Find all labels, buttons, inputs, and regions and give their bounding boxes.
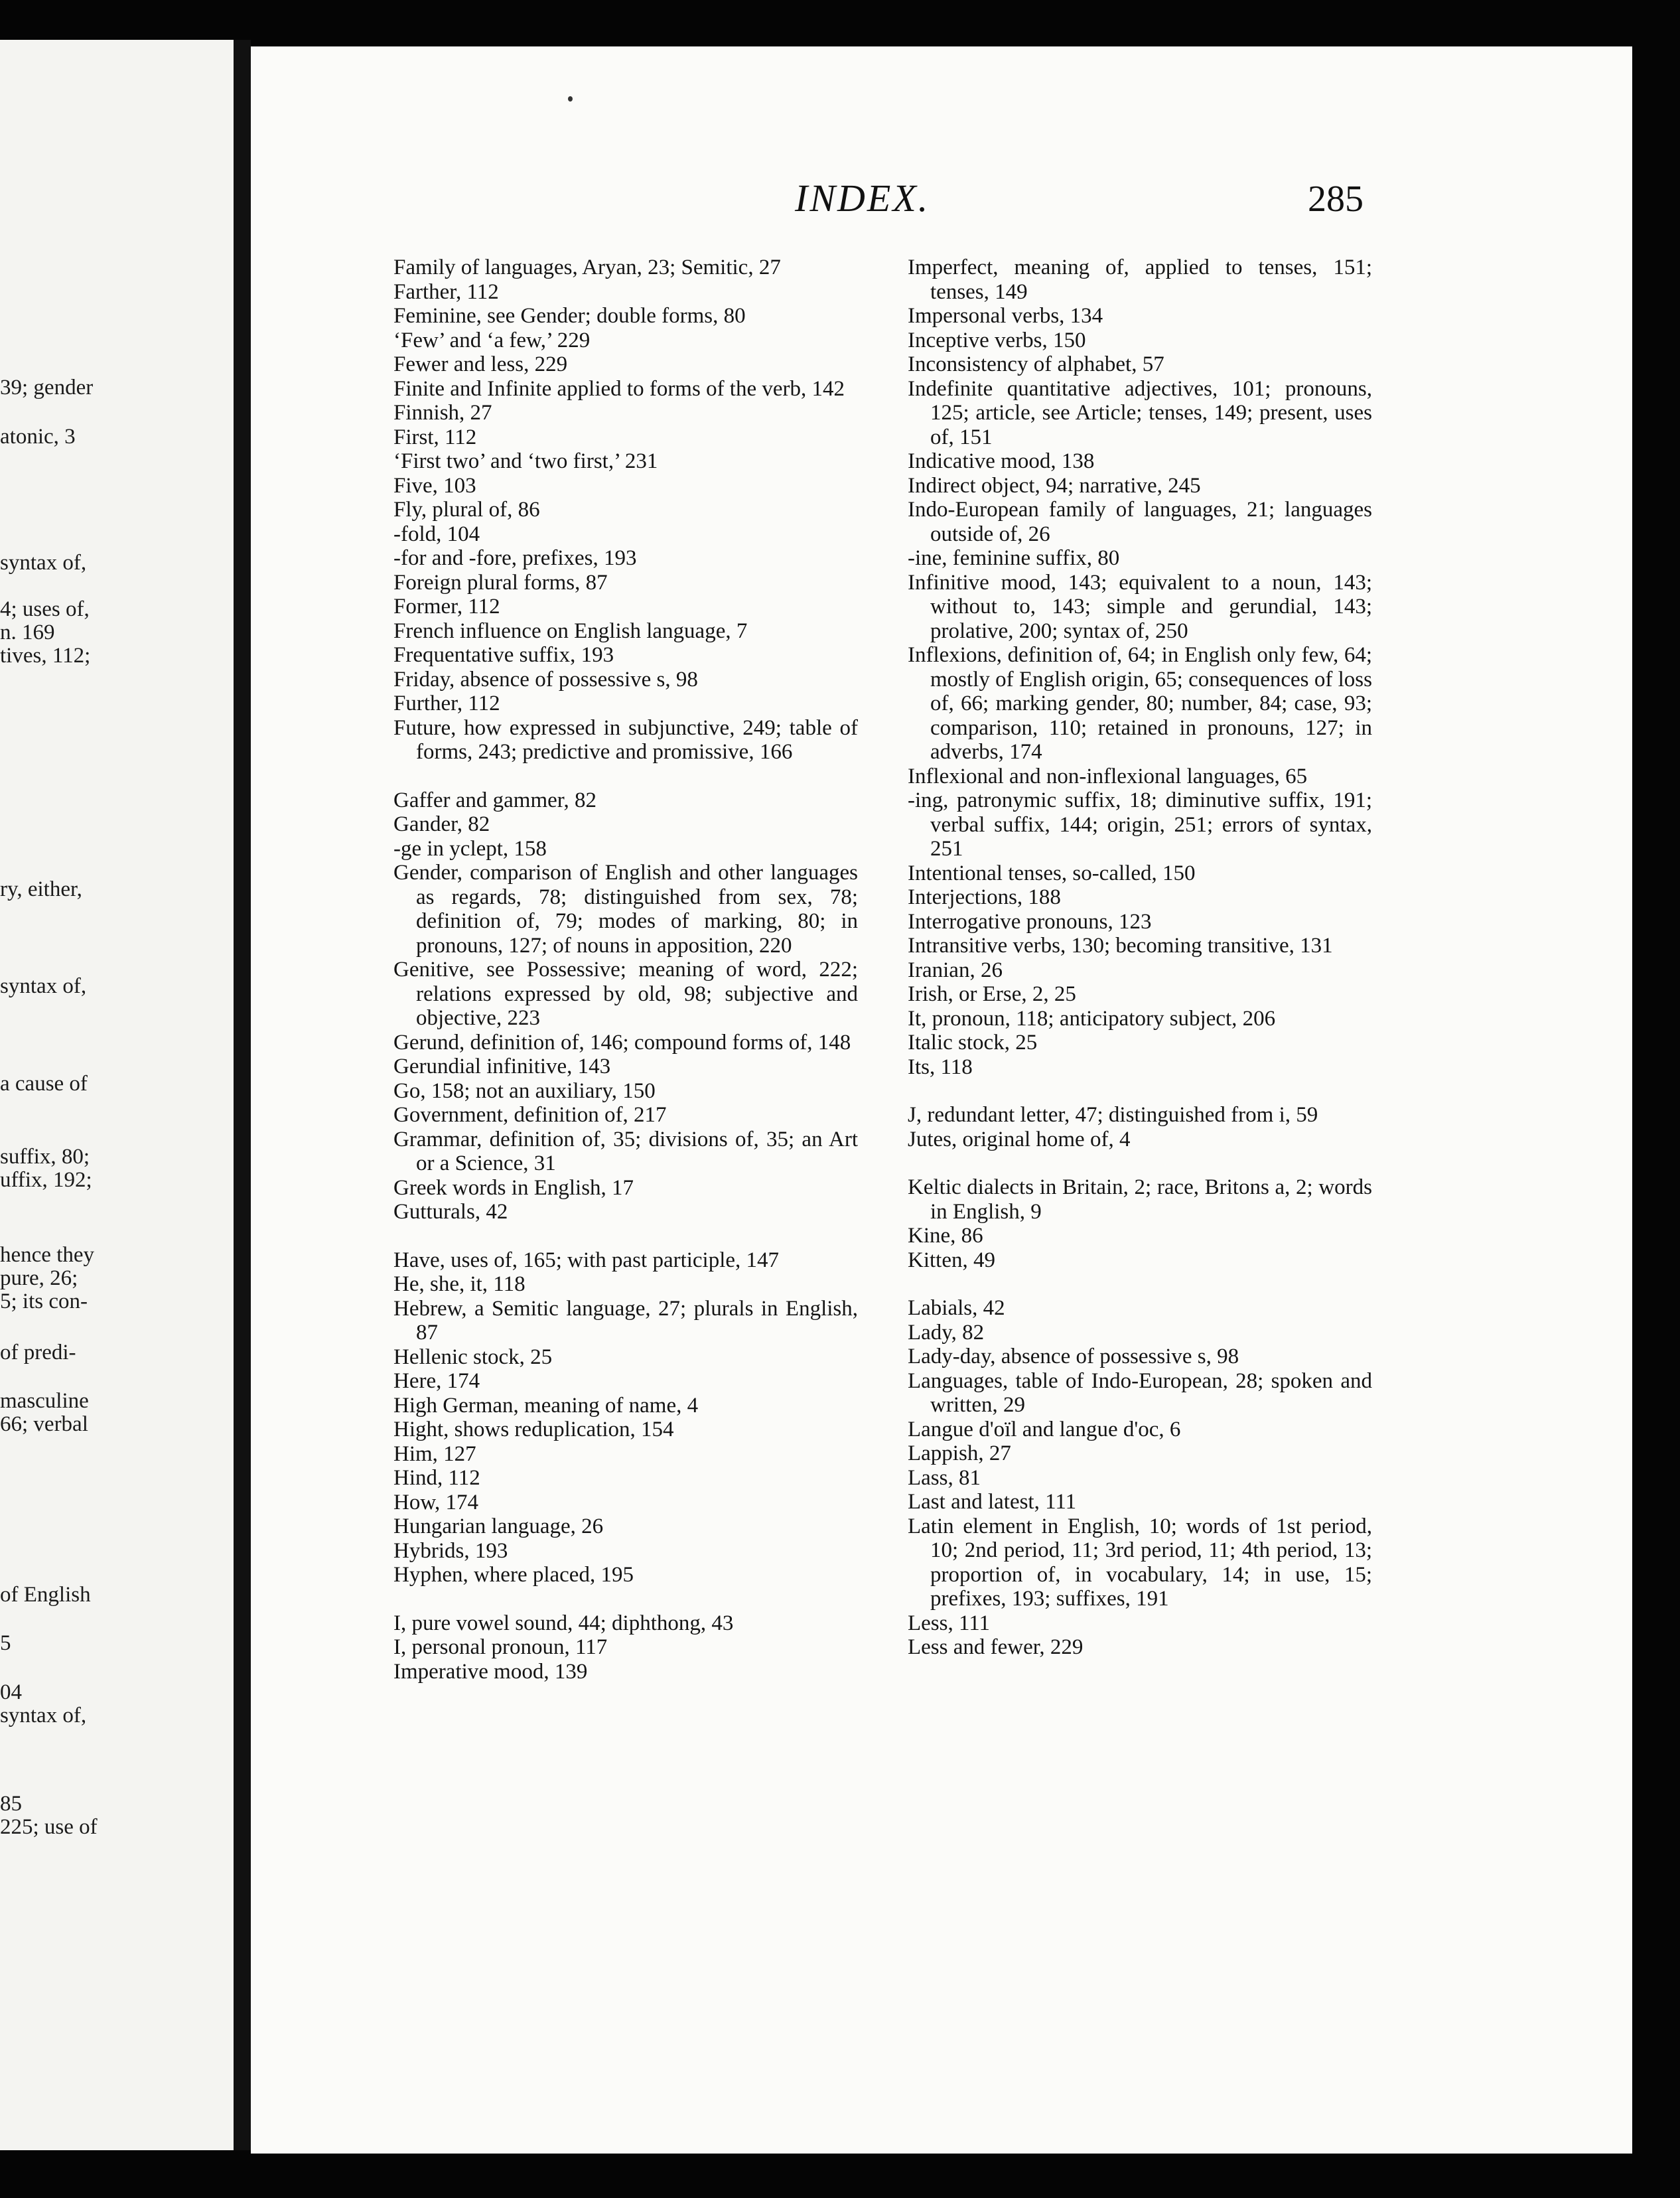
letter-group-gap xyxy=(393,1587,858,1611)
letter-group-gap xyxy=(393,765,858,788)
index-entry: Five, 103 xyxy=(393,473,476,498)
left-page-fragment: syntax of, xyxy=(0,1704,87,1727)
index-entry: -ine, feminine suffix, 80 xyxy=(908,546,1120,570)
index-column-right xyxy=(908,256,1372,1660)
index-entry: Languages, table of Indo-European, 28; spoken and written, 29 xyxy=(908,1368,1372,1417)
index-entry: Irish, or Erse, 2, 25 xyxy=(908,982,1076,1006)
index-entry: Gutturals, 42 xyxy=(393,1200,508,1224)
index-entry: Indo-European family of languages, 21; languages outside of, 26 xyxy=(908,498,1372,546)
index-entry: Hellenic stock, 25 xyxy=(393,1345,553,1369)
left-page-fragment: 5 xyxy=(0,1631,11,1655)
index-entry: Genitive, see Possessive; meaning of word, 222; relations expressed by old, 98; subjective and objective, 223 xyxy=(393,958,858,1030)
index-entry: Him, 127 xyxy=(393,1441,476,1466)
left-page-fragment: 4; uses of, xyxy=(0,597,90,621)
index-entry: Last and latest, 111 xyxy=(908,1490,1077,1514)
index-entry: Hungarian language, 26 xyxy=(393,1514,604,1538)
index-entry: Indefinite quantitative adjectives, 101; pronouns, 125; article, see Article; tenses, 149; present, uses of, 151 xyxy=(908,376,1372,449)
index-entry: Less, 111 xyxy=(908,1611,991,1635)
index-entry: Feminine, see Gender; double forms, 80 xyxy=(393,304,746,328)
left-page-fragment: of predi- xyxy=(0,1341,76,1364)
index-entry: Former, 112 xyxy=(393,595,500,619)
index-entry: Lappish, 27 xyxy=(908,1441,1011,1465)
left-page xyxy=(0,40,234,2150)
index-entry: Hebrew, a Semitic language, 27; plurals in English, 87 xyxy=(393,1296,858,1345)
index-entry: Friday, absence of possessive s, 98 xyxy=(393,667,698,692)
index-entry: Imperative mood, 139 xyxy=(393,1659,588,1684)
index-entry: Have, uses of, 165; with past participle, 147 xyxy=(393,1248,780,1272)
left-page-fragment: 04 xyxy=(0,1680,22,1704)
index-entry: Gender, comparison of English and other languages as regards, 78; distinguished from sex, 78; definition of, 79; modes of marking, 80; in pronouns, 127; of nouns in apposition, 220 xyxy=(393,861,858,958)
letter-group-gap xyxy=(908,1272,1372,1296)
index-entry: Inflexions, definition of, 64; in English only few, 64; mostly of English origin, 65; consequences of loss of, 66; marking gender, 80; number, 84; case, 93; comparison, 110; retained in pronouns, 127; in adverbs, 174 xyxy=(908,643,1372,764)
left-page-fragment: syntax of, xyxy=(0,551,87,575)
index-entry: Hight, shows reduplication, 154 xyxy=(393,1418,674,1441)
letter-group-gap xyxy=(908,1079,1372,1103)
left-page-fragment: tives, 112; xyxy=(0,644,91,668)
index-entry: J, redundant letter, 47; distinguished from i, 59 xyxy=(908,1103,1318,1127)
index-entry: Intransitive verbs, 130; becoming transitive, 131 xyxy=(908,934,1333,958)
index-entry: It, pronoun, 118; anticipatory subject, 206 xyxy=(908,1006,1276,1031)
index-entry: Gerund, definition of, 146; compound forms of, 148 xyxy=(393,1030,851,1055)
left-page-fragment: syntax of, xyxy=(0,974,87,998)
index-entry: Italic stock, 25 xyxy=(908,1031,1038,1055)
left-page-fragment: a cause of xyxy=(0,1072,88,1096)
left-page-fragment: n. 169 xyxy=(0,621,55,644)
index-entry: First, 112 xyxy=(393,425,477,449)
index-entry: Kitten, 49 xyxy=(908,1248,995,1272)
index-entry: He, she, it, 118 xyxy=(393,1272,525,1296)
index-entry: Frequentative suffix, 193 xyxy=(393,643,614,667)
book-gutter xyxy=(234,40,251,2150)
index-entry: Gerundial infinitive, 143 xyxy=(393,1055,611,1078)
running-head: INDEX. xyxy=(795,177,930,220)
index-entry: -for and -fore, prefixes, 193 xyxy=(393,546,637,570)
right-page xyxy=(251,46,1632,2154)
index-entry: Less and fewer, 229 xyxy=(908,1635,1084,1659)
index-entry: Hind, 112 xyxy=(393,1466,480,1490)
index-entry: Grammar, definition of, 35; divisions of, 35; an Art or a Science, 31 xyxy=(393,1127,858,1175)
index-entry: Finnish, 27 xyxy=(393,401,492,425)
index-entry: -ge in yclept, 158 xyxy=(393,836,547,861)
index-entry: Labials, 42 xyxy=(908,1296,1005,1320)
index-entry: Future, how expressed in subjunctive, 249; table of forms, 243; predictive and promissive, 166 xyxy=(393,715,858,764)
index-entry: Hyphen, where placed, 195 xyxy=(393,1563,634,1587)
left-page-fragment: suffix, 80; xyxy=(0,1145,90,1169)
index-entry: Family of languages, Aryan, 23; Semitic, 27 xyxy=(393,256,781,279)
index-entry: Impersonal verbs, 134 xyxy=(908,304,1103,328)
index-entry: Imperfect, meaning of, applied to tenses, 151; tenses, 149 xyxy=(908,256,1372,304)
index-entry: Here, 174 xyxy=(393,1369,480,1393)
index-entry: High German, meaning of name, 4 xyxy=(393,1393,699,1418)
index-entry: Keltic dialects in Britain, 2; race, Britons a, 2; words in English, 9 xyxy=(908,1175,1372,1224)
index-entry: ‘First two’ and ‘two first,’ 231 xyxy=(393,449,658,473)
index-entry: Indicative mood, 138 xyxy=(908,449,1095,473)
index-entry: Inflexional and non-inflexional languages, 65 xyxy=(908,764,1308,788)
index-entry: Fly, plural of, 86 xyxy=(393,498,540,522)
left-page-fragment: pure, 26; xyxy=(0,1266,78,1290)
index-entry: Latin element in English, 10; words of 1st period, 10; 2nd period, 11; 3rd period, 11; 4th period, 13; proportion of, in vocabulary, 14; in use, 15; prefixes, 193; suffixes, 191 xyxy=(908,1514,1372,1611)
index-entry: How, 174 xyxy=(393,1490,479,1514)
letter-group-gap xyxy=(908,1151,1372,1175)
index-column-left xyxy=(393,256,858,1684)
index-entry: I, personal pronoun, 117 xyxy=(393,1635,608,1659)
index-entry: Its, 118 xyxy=(908,1055,973,1079)
index-entry: -ing, patronymic suffix, 18; diminutive suffix, 191; verbal suffix, 144; origin, 251; errors of syntax, 251 xyxy=(908,788,1372,861)
index-entry: Interrogative pronouns, 123 xyxy=(908,909,1152,934)
index-entry: Langue d'oïl and langue d'oc, 6 xyxy=(908,1417,1181,1441)
left-page-fragment: masculine xyxy=(0,1389,89,1413)
paper-speck xyxy=(568,96,573,102)
index-entry: Go, 158; not an auxiliary, 150 xyxy=(393,1078,656,1103)
index-entry: Interjections, 188 xyxy=(908,885,1061,909)
index-entry: Government, definition of, 217 xyxy=(393,1103,667,1127)
left-page-fragment: uffix, 192; xyxy=(0,1168,92,1192)
left-page-fragment: 225; use of xyxy=(0,1815,98,1839)
letter-group-gap xyxy=(393,1224,858,1248)
index-entry: ‘Few’ and ‘a few,’ 229 xyxy=(393,328,591,352)
left-page-fragment: ry, either, xyxy=(0,877,82,901)
left-page-fragment: hence they xyxy=(0,1243,95,1267)
left-page-fragment: 85 xyxy=(0,1792,22,1816)
index-entry: Gander, 82 xyxy=(393,812,490,836)
index-entry: Infinitive mood, 143; equivalent to a noun, 143; without to, 143; simple and gerundial, 143; prolative, 200; syntax of, 250 xyxy=(908,570,1372,643)
index-entry: Lady, 82 xyxy=(908,1320,985,1345)
index-entry: Inconsistency of alphabet, 57 xyxy=(908,352,1164,376)
index-entry: -fold, 104 xyxy=(393,522,480,546)
left-page-fragment: 5; its con- xyxy=(0,1289,88,1313)
index-entry: French influence on English language, 7 xyxy=(393,619,748,643)
index-entry: Gaffer and gammer, 82 xyxy=(393,788,596,812)
left-page-fragment: of English xyxy=(0,1583,91,1607)
index-entry: Further, 112 xyxy=(393,692,500,715)
index-entry: Farther, 112 xyxy=(393,279,499,304)
index-entry: Kine, 86 xyxy=(908,1224,983,1248)
index-entry: Inceptive verbs, 150 xyxy=(908,328,1086,352)
index-entry: Greek words in English, 17 xyxy=(393,1175,634,1200)
index-entry: Fewer and less, 229 xyxy=(393,352,568,376)
index-entry: Iranian, 26 xyxy=(908,958,1003,982)
index-entry: Hybrids, 193 xyxy=(393,1538,508,1563)
index-entry: I, pure vowel sound, 44; diphthong, 43 xyxy=(393,1611,734,1635)
page-number: 285 xyxy=(1308,179,1364,220)
index-entry: Lass, 81 xyxy=(908,1465,981,1490)
left-page-fragment: 39; gender xyxy=(0,376,94,400)
index-entry: Foreign plural forms, 87 xyxy=(393,570,608,595)
index-entry: Lady-day, absence of possessive s, 98 xyxy=(908,1345,1239,1368)
index-entry: Finite and Infinite applied to forms of the verb, 142 xyxy=(393,376,845,401)
index-entry: Intentional tenses, so-called, 150 xyxy=(908,861,1196,885)
left-page-fragment: atonic, 3 xyxy=(0,425,76,449)
index-entry: Indirect object, 94; narrative, 245 xyxy=(908,473,1201,498)
index-entry: Jutes, original home of, 4 xyxy=(908,1127,1131,1151)
left-page-fragment: 66; verbal xyxy=(0,1412,88,1436)
